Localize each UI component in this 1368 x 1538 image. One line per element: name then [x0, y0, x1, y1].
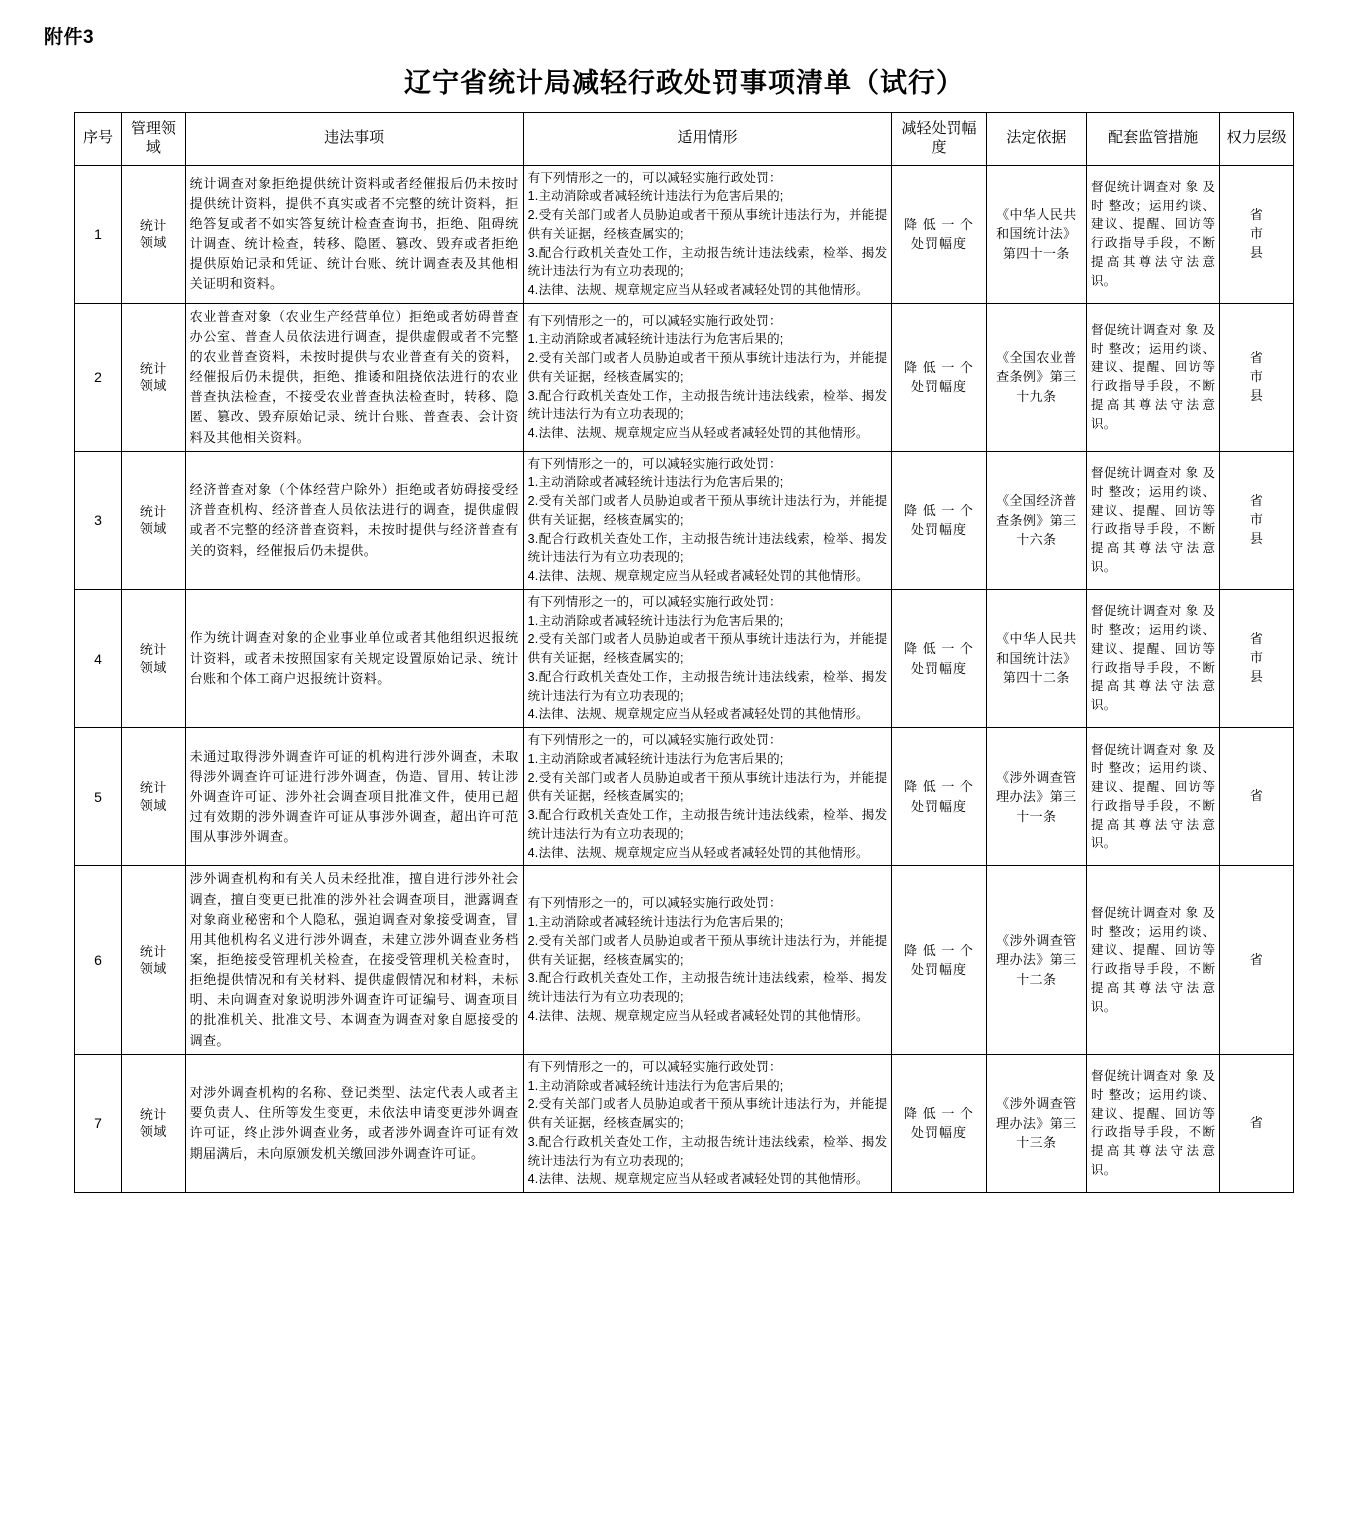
cell-power-level: 省 市 县 [1220, 589, 1294, 727]
cell-supervision-measure: 督促统计调查对 象 及 时 整改；运用约谈、建议、提醒、回访等行政指导手段，不断提高其尊法守法意识。 [1087, 1054, 1220, 1192]
column-header-seq: 序号 [75, 113, 122, 166]
cell-applicable-case [523, 728, 892, 866]
cell-violation: 对涉外调查机构的名称、登记类型、法定代表人或者主要负责人、住所等发生变更，未依法申请变更涉外调查许可证，终止涉外调查业务，或者涉外调查许可证有效期届满后，未向原颁发机关缴回涉外调查许可证。 [185, 1054, 523, 1192]
cell-legal-basis: 《中华人民共和国统计法》第四十二条 [986, 589, 1086, 727]
cell-seq: 2 [75, 303, 122, 451]
case-item: 4.法律、法规、规章规定应当从轻或者减轻处罚的其他情形。 [527, 1008, 869, 1023]
cell-violation: 作为统计调查对象的企业事业单位或者其他组织迟报统计资料，或者未按照国家有关规定设置原始记录、统计台账和个体工商户迟报统计资料。 [185, 589, 523, 727]
cell-applicable-case [523, 866, 892, 1054]
cell-violation: 未通过取得涉外调查许可证的机构进行涉外调查，未取得涉外调查许可证进行涉外调查，伪造、冒用、转让涉外调查许可证、涉外社会调查项目批准文件，使用已超过有效期的涉外调查许可证从事涉外调查，超出许可范围从事涉外调查。 [185, 728, 523, 866]
cell-domain: 统计 领域 [122, 165, 186, 303]
case-item: 1.主动消除或者减轻统计违法行为危害后果的; [527, 751, 784, 766]
penalty-mitigation-table [74, 112, 1294, 1193]
cell-power-level: 省 [1220, 728, 1294, 866]
cell-supervision-measure: 督促统计调查对 象 及 时 整改；运用约谈、建议、提醒、回访等行政指导手段，不断提高其尊法守法意识。 [1087, 589, 1220, 727]
cell-power-level: 省 市 县 [1220, 303, 1294, 451]
cell-mitigation-range: 降 低 一 个 处罚幅度 [892, 1054, 986, 1192]
case-item: 4.法律、法规、规章规定应当从轻或者减轻处罚的其他情形。 [527, 283, 869, 297]
case-intro: 有下列情形之一的，可以减轻实施行政处罚： [527, 594, 782, 609]
cell-legal-basis: 《涉外调查管理办法》第三十二条 [986, 866, 1086, 1054]
case-intro: 有下列情形之一的，可以减轻实施行政处罚： [527, 896, 782, 911]
cell-supervision-measure: 督促统计调查对 象 及 时 整改；运用约谈、建议、提醒、回访等行政指导手段，不断提高其尊法守法意识。 [1087, 728, 1220, 866]
cell-supervision-measure: 督促统计调查对 象 及 时 整改；运用约谈、建议、提醒、回访等行政指导手段，不断提高其尊法守法意识。 [1087, 165, 1220, 303]
case-item: 1.主动消除或者减轻统计违法行为危害后果的; [527, 915, 784, 930]
cell-domain: 统计 领域 [122, 866, 186, 1054]
case-intro: 有下列情形之一的，可以减轻实施行政处罚： [527, 313, 782, 328]
cell-seq: 6 [75, 866, 122, 1054]
cell-seq: 4 [75, 589, 122, 727]
cell-supervision-measure: 督促统计调查对 象 及 时 整改；运用约谈、建议、提醒、回访等行政指导手段，不断提高其尊法守法意识。 [1087, 451, 1220, 589]
cell-applicable-case [523, 451, 892, 589]
cell-violation: 统计调查对象拒绝提供统计资料或者经催报后仍未按时提供统计资料，提供不真实或者不完整的统计资料，拒绝答复或者不如实答复统计检查查询书，拒绝、阻碍统计调查、统计检查，转移、隐匿、篡改、毁弃或者拒绝提供原始记录和凭证、统计台账、统计调查表及其他相关证明和资料。 [185, 165, 523, 303]
cell-domain: 统计 领域 [122, 451, 186, 589]
cell-mitigation-range: 降 低 一 个 处罚幅度 [892, 451, 986, 589]
cell-domain: 统计 领域 [122, 303, 186, 451]
cell-seq: 7 [75, 1054, 122, 1192]
table-row [75, 1054, 1294, 1192]
column-header-level: 权力层级 [1220, 113, 1294, 166]
cell-applicable-case [523, 589, 892, 727]
cell-legal-basis: 《涉外调查管理办法》第三十一条 [986, 728, 1086, 866]
case-item: 1.主动消除或者减轻统计违法行为危害后果的; [527, 475, 784, 490]
cell-seq: 3 [75, 451, 122, 589]
cell-applicable-case [523, 303, 892, 451]
case-item: 2.受有关部门或者人员胁迫或者干预从事统计违法行为，并能提供有关证据，经核查属实的; [527, 351, 888, 384]
case-item: 3.配合行政机关查处工作，主动报告统计违法线索，检举、揭发统计违法行为有立功表现的; [527, 971, 888, 1005]
cell-power-level: 省 [1220, 866, 1294, 1054]
table-row [75, 451, 1294, 589]
case-item: 2.受有关部门或者人员胁迫或者干预从事统计违法行为，并能提供有关证据，经核查属实的; [527, 632, 888, 666]
column-header-violation: 违法事项 [185, 113, 523, 166]
cell-legal-basis: 《全国经济普查条例》第三十六条 [986, 451, 1086, 589]
table-header [75, 113, 1294, 166]
attachment-label: 附件3 [44, 27, 95, 48]
cell-power-level: 省 [1220, 1054, 1294, 1192]
case-item: 4.法律、法规、规章规定应当从轻或者减轻处罚的其他情形。 [527, 569, 869, 584]
cell-seq: 1 [75, 165, 122, 303]
cell-supervision-measure: 督促统计调查对 象 及 时 整改；运用约谈、建议、提醒、回访等行政指导手段，不断提高其尊法守法意识。 [1087, 303, 1220, 451]
case-item: 4.法律、法规、规章规定应当从轻或者减轻处罚的其他情形。 [527, 707, 869, 722]
table-header-row [75, 113, 1294, 166]
cell-domain: 统计 领域 [122, 728, 186, 866]
cell-mitigation-range: 降 低 一 个 处罚幅度 [892, 866, 986, 1054]
cell-violation: 涉外调查机构和有关人员未经批准，擅自进行涉外社会调查，擅自变更已批准的涉外社会调查项目，泄露调查对象商业秘密和个人隐私，强迫调查对象接受调查，冒用其他机构名义进行涉外调查，未建立涉外调查业务档案，拒绝接受管理机关检查，在接受管理机关检查时，拒绝提供情况和有关材料、提供虚假情况和材料，未标明、未向调查对象说明涉外调查许可证编号、调查项目的批准机关、批准文号、本调查为调查对象自愿接受的调查。 [185, 866, 523, 1054]
cell-domain: 统计 领域 [122, 1054, 186, 1192]
column-header-legal: 法定依据 [986, 113, 1086, 166]
cell-power-level: 省 市 县 [1220, 451, 1294, 589]
table-body [75, 165, 1294, 1193]
case-item: 1.主动消除或者减轻统计违法行为危害后果的; [527, 1078, 784, 1093]
case-item: 2.受有关部门或者人员胁迫或者干预从事统计违法行为，并能提供有关证据，经核查属实的; [527, 208, 888, 241]
case-item: 3.配合行政机关查处工作，主动报告统计违法线索，检举、揭发统计违法行为有立功表现的; [527, 531, 888, 565]
column-header-measure: 配套监管措施 [1087, 113, 1220, 166]
case-intro: 有下列情形之一的，可以减轻实施行政处罚： [527, 733, 782, 748]
cell-mitigation-range: 降 低 一 个 处罚幅度 [892, 303, 986, 451]
table-row [75, 866, 1294, 1054]
case-intro: 有下列情形之一的，可以减轻实施行政处罚： [527, 456, 782, 471]
page-title: 辽宁省统计局减轻行政处罚事项清单（试行） [404, 68, 964, 98]
case-item: 2.受有关部门或者人员胁迫或者干预从事统计违法行为，并能提供有关证据，经核查属实的; [527, 494, 888, 527]
case-item: 3.配合行政机关查处工作，主动报告统计违法线索，检举、揭发统计违法行为有立功表现的; [527, 669, 888, 703]
cell-legal-basis: 《中华人民共和国统计法》第四十一条 [986, 165, 1086, 303]
case-intro: 有下列情形之一的，可以减轻实施行政处罚： [527, 170, 782, 185]
case-item: 4.法律、法规、规章规定应当从轻或者减轻处罚的其他情形。 [527, 426, 869, 441]
cell-power-level: 省 市 县 [1220, 165, 1294, 303]
cell-applicable-case [523, 165, 892, 303]
table-row [75, 303, 1294, 451]
case-intro: 有下列情形之一的，可以减轻实施行政处罚： [527, 1059, 782, 1074]
table-row [75, 728, 1294, 866]
cell-mitigation-range: 降 低 一 个 处罚幅度 [892, 728, 986, 866]
case-item: 3.配合行政机关查处工作，主动报告统计违法线索，检举、揭发统计违法行为有立功表现的; [527, 245, 888, 279]
table-row [75, 589, 1294, 727]
table-row [75, 165, 1294, 303]
case-item: 1.主动消除或者减轻统计违法行为危害后果的; [527, 189, 784, 204]
case-item: 2.受有关部门或者人员胁迫或者干预从事统计违法行为，并能提供有关证据，经核查属实的; [527, 770, 888, 804]
cell-legal-basis: 《全国农业普查条例》第三十九条 [986, 303, 1086, 451]
cell-violation: 农业普查对象（农业生产经营单位）拒绝或者妨碍普查办公室、普查人员依法进行调查，提供虚假或者不完整的农业普查资料，未按时提供与农业普查有关的资料，经催报后仍未提供，拒绝、推诿和阻挠依法进行的农业普查执法检查，不接受农业普查执法检查时，转移、隐匿、篡改、毁弃原始记录、统计台账、普查表、会计资料及其他相关资料。 [185, 303, 523, 451]
cell-mitigation-range: 降 低 一 个 处罚幅度 [892, 165, 986, 303]
case-item: 3.配合行政机关查处工作，主动报告统计违法线索，检举、揭发统计违法行为有立功表现的; [527, 808, 888, 841]
column-header-case: 适用情形 [523, 113, 892, 166]
case-item: 2.受有关部门或者人员胁迫或者干预从事统计违法行为，并能提供有关证据，经核查属实的; [527, 1097, 888, 1130]
column-header-domain: 管理领域 [122, 113, 186, 166]
cell-violation: 经济普查对象（个体经营户除外）拒绝或者妨碍接受经济普查机构、经济普查人员依法进行的调查，提供虚假或者不完整的经济普查资料，未按时提供与经济普查有关的资料，经催报后仍未提供。 [185, 451, 523, 589]
cell-legal-basis: 《涉外调查管理办法》第三十三条 [986, 1054, 1086, 1192]
cell-seq: 5 [75, 728, 122, 866]
cell-applicable-case [523, 1054, 892, 1192]
case-item: 2.受有关部门或者人员胁迫或者干预从事统计违法行为，并能提供有关证据，经核查属实的; [527, 933, 888, 967]
case-item: 3.配合行政机关查处工作，主动报告统计违法线索，检举、揭发统计违法行为有立功表现的; [527, 1134, 888, 1168]
cell-supervision-measure: 督促统计调查对 象 及 时 整改；运用约谈、建议、提醒、回访等行政指导手段，不断提高其尊法守法意识。 [1087, 866, 1220, 1054]
column-header-range: 减轻处罚幅度 [892, 113, 986, 166]
case-item: 3.配合行政机关查处工作，主动报告统计违法线索，检举、揭发统计违法行为有立功表现的; [527, 388, 888, 422]
cell-domain: 统计 领域 [122, 589, 186, 727]
case-item: 4.法律、法规、规章规定应当从轻或者减轻处罚的其他情形。 [527, 1172, 869, 1187]
case-item: 1.主动消除或者减轻统计违法行为危害后果的; [527, 332, 784, 347]
cell-mitigation-range: 降 低 一 个 处罚幅度 [892, 589, 986, 727]
case-item: 1.主动消除或者减轻统计违法行为危害后果的; [527, 613, 784, 628]
case-item: 4.法律、法规、规章规定应当从轻或者减轻处罚的其他情形。 [527, 845, 869, 860]
